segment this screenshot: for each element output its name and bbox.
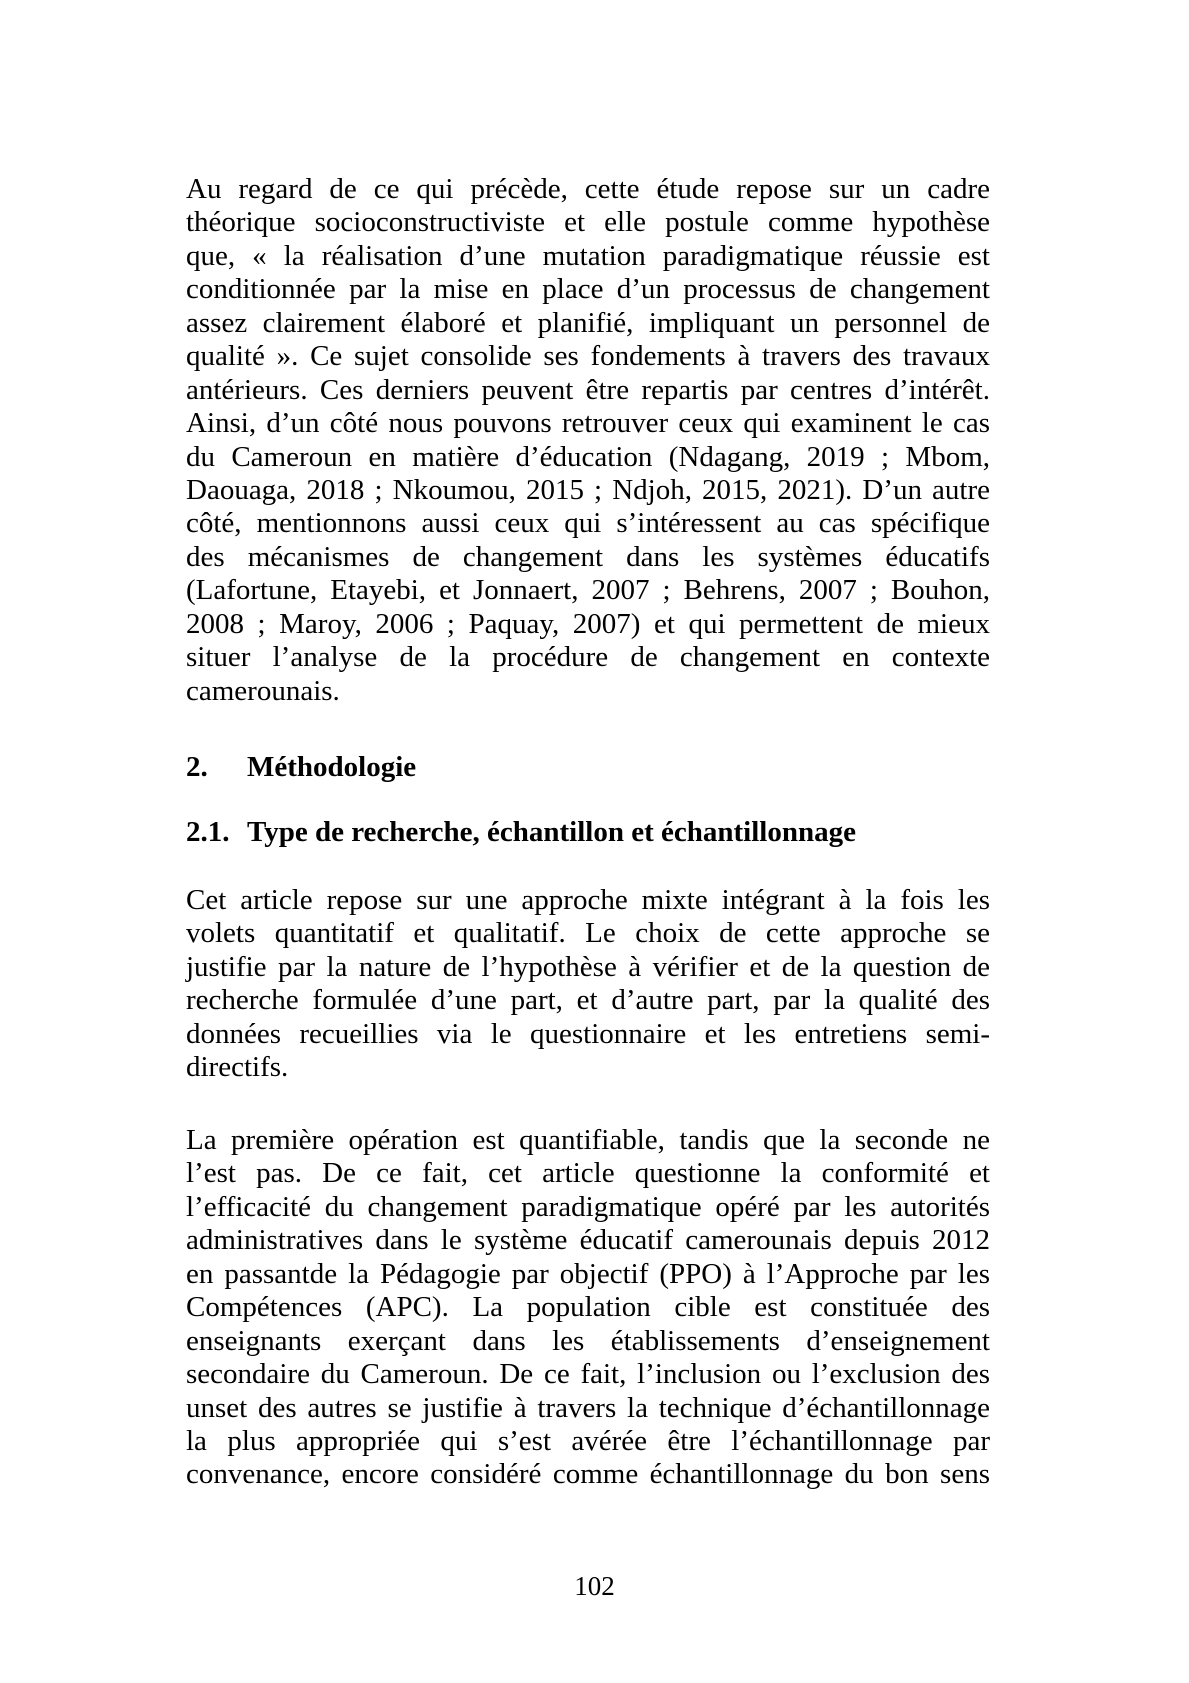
text-line: volets quantitatif et qualitatif. Le choix de cette approche se <box>186 917 990 950</box>
text-line: données recueillies via le questionnaire et les entretiens semi- <box>186 1017 990 1050</box>
text-line: la plus appropriée qui s’est avérée être l’échantillonnage par <box>186 1424 990 1457</box>
text-line: du Cameroun en matière d’éducation (Ndagang, 2019 ; Mbom, <box>186 440 990 473</box>
text-line: La première opération est quantifiable, tandis que la seconde ne <box>186 1124 990 1156</box>
text-line: assez clairement élaboré et planifié, impliquant un personnel de <box>186 306 990 339</box>
section-heading-methodologie <box>186 751 990 784</box>
text-line: 2008 ; Maroy, 2006 ; Paquay, 2007) et qui permettent de mieux <box>186 607 990 640</box>
text-line: justifie par la nature de l’hypothèse à vérifier et de la question de <box>186 950 990 983</box>
text-line: situer l’analyse de la procédure de changement en contexte <box>186 641 990 674</box>
text-line: Cet article repose sur une approche mixte intégrant à la fois les <box>186 884 990 916</box>
subsection-heading-type-de-recherche <box>186 816 990 849</box>
text-line: unset des autres se justifie à travers la technique d’échantillonnage <box>186 1391 990 1424</box>
text-line: Ainsi, d’un côté nous pouvons retrouver ceux qui examinent le cas <box>186 407 990 440</box>
text-line: camerounais. <box>186 674 340 707</box>
text-line: en passantde la Pédagogie par objectif (PPO) à l’Approche par les <box>186 1257 990 1290</box>
text-line: directifs. <box>186 1051 289 1084</box>
text-line: antérieurs. Ces derniers peuvent être repartis par centres d’intérêt. <box>186 373 990 406</box>
subsection-title: Type de recherche, échantillon et échantillonnage <box>247 816 856 848</box>
text-line: secondaire du Cameroun. De ce fait, l’inclusion ou l’exclusion des <box>186 1358 990 1391</box>
page-number: 102 <box>574 1571 615 1601</box>
text-line: Compétences (APC). La population cible est constituée des <box>186 1291 990 1324</box>
text-line: que, « la réalisation d’une mutation paradigmatique réussie est <box>186 239 990 272</box>
section-number: 2. <box>186 751 208 783</box>
text-line: conditionnée par la mise en place d’un processus de changement <box>186 273 990 306</box>
text-line: Daouaga, 2018 ; Nkoumou, 2015 ; Ndjoh, 2015, 2021). D’un autre <box>186 473 990 506</box>
text-line: administratives dans le système éducatif camerounais depuis 2012 <box>186 1224 990 1257</box>
section-title: Méthodologie <box>247 751 417 783</box>
paragraph-intro <box>186 173 990 708</box>
text-line: l’efficacité du changement paradigmatique opéré par les autorités <box>186 1190 990 1223</box>
subsection-number: 2.1. <box>186 816 230 848</box>
paragraph-approach <box>186 884 990 1085</box>
text-line: (Lafortune, Etayebi, et Jonnaert, 2007 ; Behrens, 2007 ; Bouhon, <box>186 574 990 607</box>
text-line: Au regard de ce qui précède, cette étude repose sur un cadre <box>186 173 990 205</box>
text-line: côté, mentionnons aussi ceux qui s’intéressent au cas spécifique <box>186 507 990 540</box>
text-line: enseignants exerçant dans les établissements d’enseignement <box>186 1324 990 1357</box>
text-line: des mécanismes de changement dans les systèmes éducatifs <box>186 540 990 573</box>
text-line: qualité ». Ce sujet consolide ses fondements à travers des travaux <box>186 340 990 373</box>
text-line: convenance, encore considéré comme échantillonnage du bon sens <box>186 1458 990 1491</box>
text-line: théorique socioconstructiviste et elle postule comme hypothèse <box>186 206 990 239</box>
text-line: recherche formulée d’une part, et d’autre part, par la qualité des <box>186 984 990 1017</box>
text-line: l’est pas. De ce fait, cet article questionne la conformité et <box>186 1157 990 1190</box>
paragraph-operation <box>186 1124 990 1492</box>
